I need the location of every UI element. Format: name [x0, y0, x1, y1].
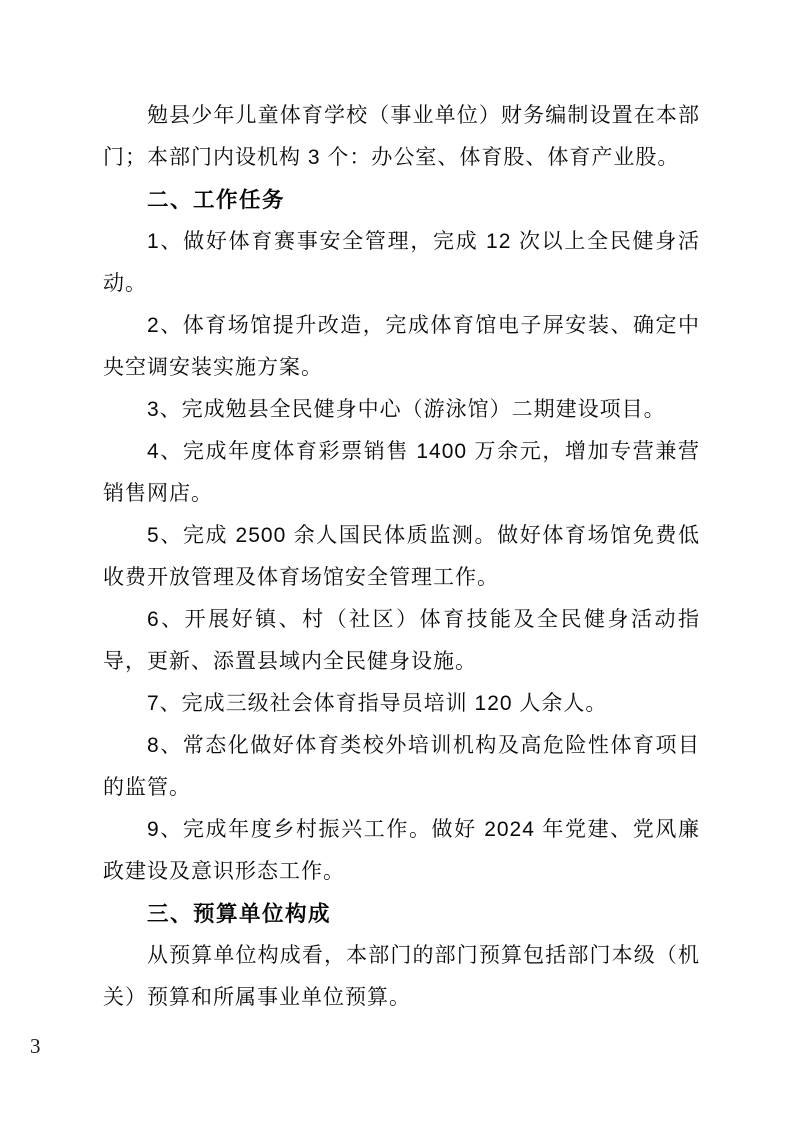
task-item-6: 6、开展好镇、村（社区）体育技能及全民健身活动指导，更新、添置县域内全民健身设施。 — [103, 608, 700, 673]
task-item-5: 5、完成 2500 余人国民体质监测。做好体育场馆免费低收费开放管理及体育场馆安全管理工作。 — [103, 524, 700, 589]
paragraph-budget-composition: 从预算单位构成看，本部门的部门预算包括部门本级（机关）预算和所属事业单位预算。 — [103, 944, 700, 1009]
task-item-9: 9、完成年度乡村振兴工作。做好 2024 年党建、党风廉政建设及意识形态工作。 — [103, 818, 700, 883]
task-item-3: 3、完成勉县全民健身中心（游泳馆）二期建设项目。 — [147, 398, 666, 421]
task-item-8: 8、常态化做好体育类校外培训机构及高危险性体育项目的监管。 — [103, 734, 700, 799]
task-item-2: 2、体育场馆提升改造，完成体育馆电子屏安装、确定中央空调安装实施方案。 — [103, 314, 700, 379]
task-item-4: 4、完成年度体育彩票销售 1400 万余元，增加专营兼营销售网店。 — [103, 440, 700, 505]
heading-budget-unit-composition: 三、预算单位构成 — [147, 902, 332, 926]
paragraph-org-setup: 勉县少年儿童体育学校（事业单位）财务编制设置在本部门；本部门内设机构 3 个：办公室、体育股、体育产业股。 — [103, 104, 700, 169]
task-item-1: 1、做好体育赛事安全管理，完成 12 次以上全民健身活动。 — [103, 230, 700, 295]
document-body — [103, 95, 700, 1019]
heading-work-tasks: 二、工作任务 — [147, 188, 286, 212]
task-item-7: 7、完成三级社会体育指导员培训 120 人余人。 — [147, 692, 608, 715]
page-number: 3 — [30, 1034, 41, 1058]
